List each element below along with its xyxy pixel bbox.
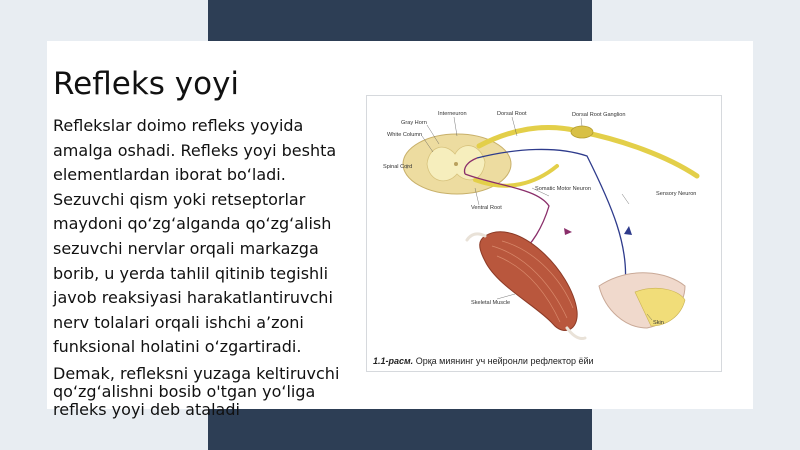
label-skeletal-muscle: Skeletal Muscle [471,300,511,306]
label-white-column: White Column [387,132,423,138]
caption-number: 1.1-расм. [373,356,414,366]
slide-body-text: Reflekslar doimo refleks yoyida amalga oshadi. Refleks yoyi beshta elementlardan iborat bo‘ladi. Sezuvchi qism yoki retseptorlar maydoni qo‘zg‘alganda qo‘zg‘alish sezuvchi nervlar orqali markazga borib, u yerda tahlil qitinib tegishli javob reaksiyasi harakatlantiruvchi nerv tolalari orqali ishchi a’zoni funksional holatini o‘zgartiradi. [53,116,337,357]
label-skin: Skin [653,320,664,326]
figure-caption [373,356,594,366]
label-interneuron: Interneuron [438,111,467,117]
slide-title: Refleks yoyi [53,66,240,102]
reflex-arc-illustration [367,96,723,373]
slide-body-conclusion: Demak, refleksni yuzaga keltiruvchi qo‘zg‘alishni bosib o'tgan yo‘liga refleks yoyi deb ataladi [53,364,340,419]
sensory-nerve [582,132,697,176]
label-gray-horn: Gray Horn [401,120,427,126]
reflex-arc-figure [366,95,722,372]
label-dorsal-root-ganglion: Dorsal Root Ganglion [572,112,626,118]
label-dorsal-root: Dorsal Root [497,111,527,117]
label-ventral-root: Ventral Root [471,205,502,211]
label-sensory-neuron: Sensory Neuron [656,191,697,197]
sensory-arrow-icon [624,226,632,235]
dorsal-root-ganglion [571,126,593,138]
label-somatic-motor-neuron: Somatic Motor Neuron [535,186,591,192]
motor-arrow-icon [564,228,572,235]
central-canal [454,162,458,166]
caption-text: Орқа миянинг уч нейронли рефлектор ёйи [415,356,594,366]
label-spinal-cord: Spinal Cord [383,164,413,170]
